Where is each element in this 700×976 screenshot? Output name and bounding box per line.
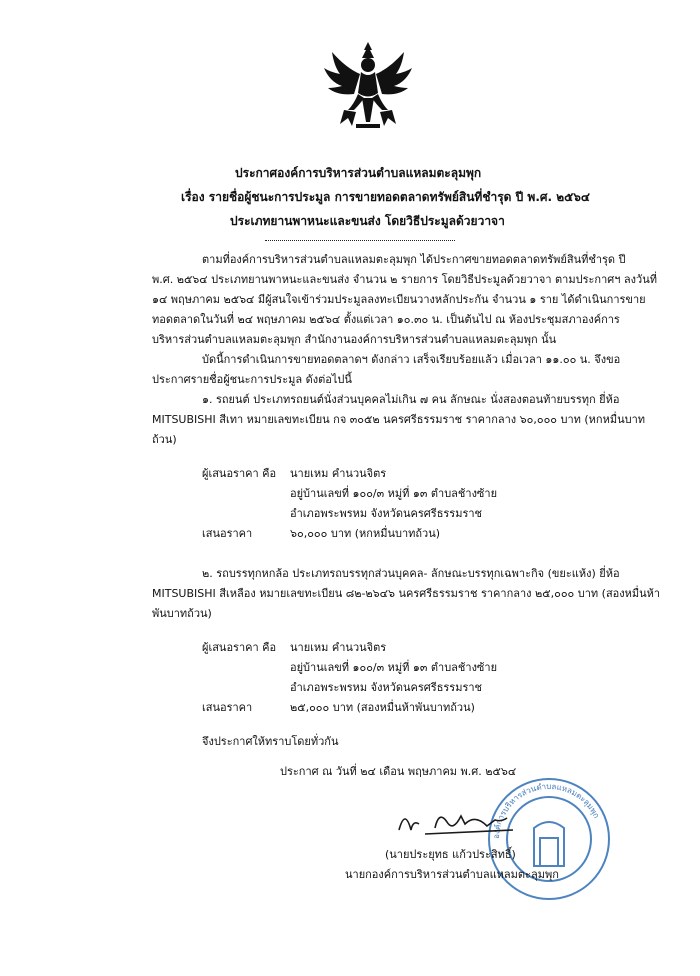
bidder2-name: นายเหม คำนวนจิตร [290, 641, 387, 654]
intro-line: พ.ศ. ๒๕๖๔ ประเภทยานพาหนะและขนส่ง จำนวน ๒ รายการ โดยวิธีประมูลด้วยวาจา ตามประกาศฯ ลงวันที่ [152, 273, 657, 286]
item1-line: ถ้วน) [152, 433, 177, 446]
intro-line: บริหารส่วนตำบลแหลมตะลุมพุก สำนักงานองค์การบริหารส่วนตำบลแหลมตะลุมพุก นั้น [152, 333, 557, 346]
item2-line: พันบาทถ้วน) [152, 607, 212, 620]
result-line: ประกาศรายชื่อผู้ชนะการประมูล ดังต่อไปนี้ [152, 373, 352, 386]
stamp-text: องค์การบริหารส่วนตำบลแหลมตะลุมพุก [491, 781, 602, 840]
result-line: บัดนี้การดำเนินการขายทอดตลาดฯ ดังกล่าว เสร็จเรียบร้อยแล้ว เมื่อเวลา ๑๑.๐๐ น. จึงขอ [202, 353, 621, 366]
bidder1-address: อำเภอพระพรหม จังหวัดนครศรีธรรมราช [290, 507, 483, 520]
bidder1-address: อยู่บ้านเลขที่ ๑๐๐/๓ หมู่ที่ ๑๓ ตำบลช้างซ้าย [290, 487, 498, 500]
signer-name: (นายประยุทธ แก้วประสิทธิ์) [385, 848, 516, 861]
bidder1-price: ๖๐,๐๐๐ บาท (หกหมื่นบาทถ้วน) [290, 527, 441, 540]
garuda-emblem-icon [318, 38, 418, 138]
announcement-category: ประเภทยานพาหนะและขนส่ง โดยวิธีประมูลด้วยวาจา [230, 214, 505, 228]
intro-line: ๑๔ พฤษภาคม ๒๕๖๔ มีผู้สนใจเข้าร่วมประมูลลงทะเบียนวางหลักประกัน จำนวน ๑ ราย ได้ดำเนินการขาย [152, 293, 646, 306]
bidder2-address: อำเภอพระพรหม จังหวัดนครศรีธรรมราช [290, 681, 483, 694]
bidder1-label: ผู้เสนอราคา คือ [202, 467, 277, 480]
item2-line: MITSUBISHI สีเหลือง หมายเลขทะเบียน ๘๒-๒๖๔๖ นครศรีธรรมราช ราคากลาง ๒๕,๐๐๐ บาท (สองหมื่นห้า [152, 587, 661, 600]
bidder2-address: อยู่บ้านเลขที่ ๑๐๐/๓ หมู่ที่ ๑๓ ตำบลช้างซ้าย [290, 661, 498, 674]
item1-line: MITSUBISHI สีเทา หมายเลขทะเบียน กจ ๓๐๕๒ นครศรีธรรมราช ราคากลาง ๖๐,๐๐๐ บาท (หกหมื่นบาท [152, 413, 646, 426]
bidder2-price-label: เสนอราคา [202, 701, 253, 714]
intro-line: ทอดตลาดในวันที่ ๒๔ พฤษภาคม ๒๕๖๔ ตั้งแต่เวลา ๑๐.๓๐ น. เป็นต้นไป ณ ห้องประชุมสภาองค์การ [152, 313, 620, 326]
announcement-date: ประกาศ ณ วันที่ ๒๔ เดือน พฤษภาคม พ.ศ. ๒๕๖๔ [280, 765, 517, 778]
title-divider [265, 240, 455, 241]
item2-line: ๒. รถบรรทุกหกล้อ ประเภทรถบรรทุกส่วนบุคคล- ลักษณะบรรทุกเฉพาะกิจ (ขยะแห้ง) ยี่ห้อ [202, 567, 620, 580]
signature-icon [395, 800, 515, 840]
announcement-title: ประกาศองค์การบริหารส่วนตำบลแหลมตะลุมพุก [235, 166, 482, 180]
announcement-subject: เรื่อง รายชื่อผู้ชนะการประมูล การขายทอดตลาดทรัพย์สินที่ชำรุด ปี พ.ศ. ๒๕๖๔ [181, 190, 590, 204]
signer-title: นายกองค์การบริหารส่วนตำบลแหลมตะลุมพุก [345, 868, 559, 881]
item1-line: ๑. รถยนต์ ประเภทรถยนต์นั่งส่วนบุคคลไม่เกิน ๗ คน ลักษณะ นั่งสองตอนท้ายบรรทุก ยี่ห้อ [202, 393, 620, 406]
intro-line: ตามที่องค์การบริหารส่วนตำบลแหลมตะลุมพุก ได้ประกาศขายทอดตลาดทรัพย์สินที่ชำรุด ปี [202, 253, 626, 266]
bidder1-name: นายเหม คำนวนจิตร [290, 467, 387, 480]
bidder2-price: ๒๕,๐๐๐ บาท (สองหมื่นห้าพันบาทถ้วน) [290, 701, 475, 714]
closing-text: จึงประกาศให้ทราบโดยทั่วกัน [202, 735, 339, 748]
bidder1-price-label: เสนอราคา [202, 527, 253, 540]
bidder2-label: ผู้เสนอราคา คือ [202, 641, 277, 654]
